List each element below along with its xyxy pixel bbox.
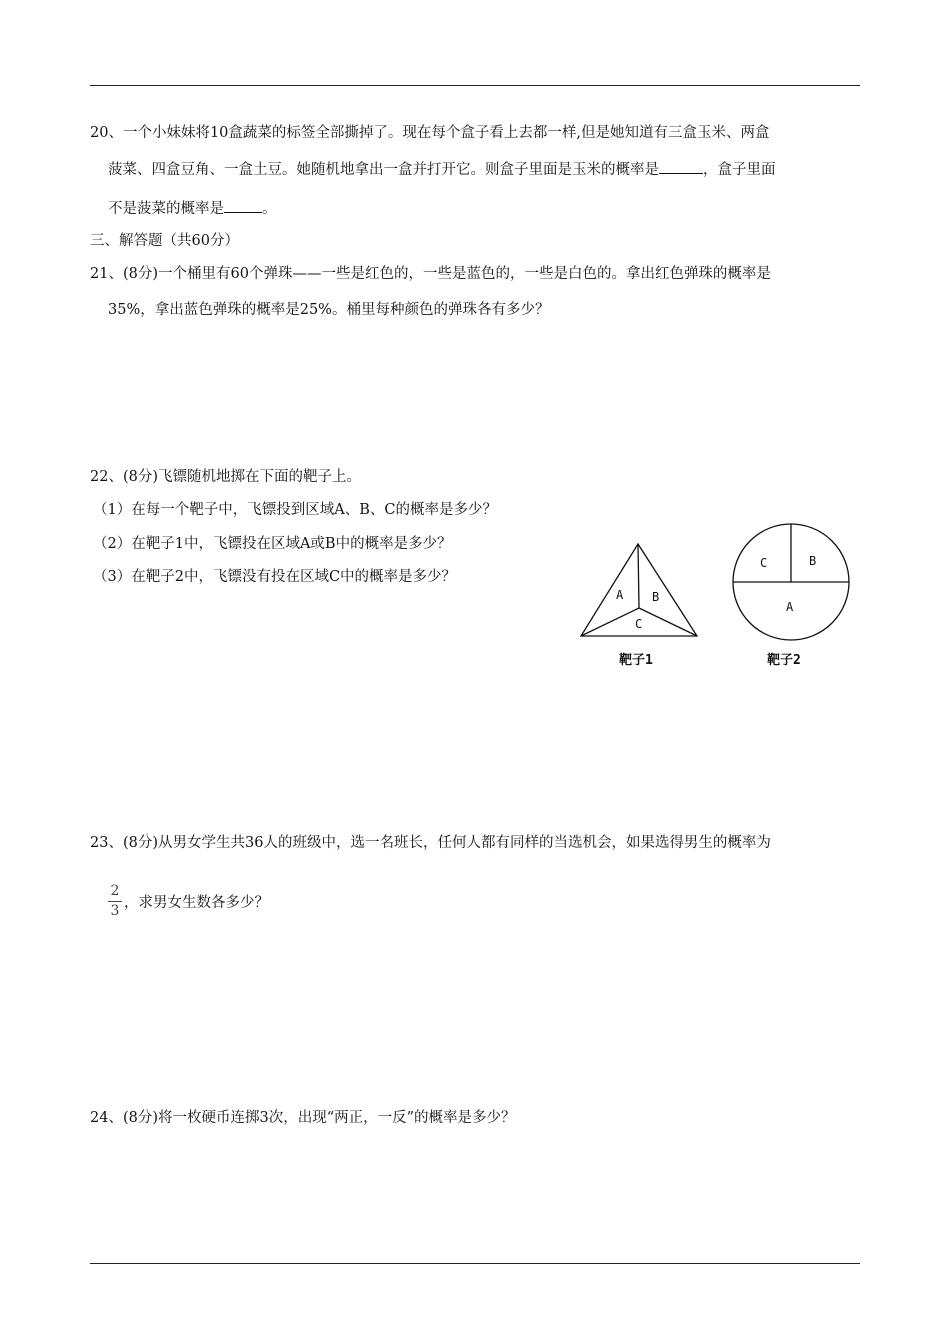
q23-line2: ，求男女生数各多少？ <box>124 895 269 911</box>
answer-blank-not-spinach[interactable] <box>224 198 262 213</box>
q20-line2 <box>108 159 776 180</box>
q24-line1: 24、(8分)将一枚硬币连掷3次，出现“两正，一反”的概率是多少？ <box>90 1110 516 1126</box>
q22-sub1: （1）在每一个靶子中，飞镖投到区域A、B、C的概率是多少？ <box>93 502 497 518</box>
dartboard-figure <box>578 522 878 672</box>
target-1-region-a: A <box>616 588 624 602</box>
q20-line3-tail: 。 <box>262 201 277 217</box>
target-1-divider-a <box>638 544 639 608</box>
q22-sub3: （3）在靶子2中，飞镖没有投在区域C中的概率是多少？ <box>93 569 457 585</box>
target-2 <box>733 524 849 640</box>
top-rule <box>90 85 860 86</box>
q20-line3 <box>108 198 277 219</box>
q23-line1: 23、(8分)从男女学生共36人的班级中，选一名班长，任何人都有同样的当选机会，如果选得男生的概率为 <box>90 835 771 851</box>
q20-line1: 20、一个小妹妹将10盒蔬菜的标签全部撕掉了。现在每个盒子看上去都一样,但是她知道有三盒玉米、两盒 <box>90 125 770 141</box>
target-1-region-c: C <box>635 617 643 631</box>
target-2-region-a: A <box>786 600 794 614</box>
q22-line1: 22、(8分)飞镖随机地掷在下面的靶子上。 <box>90 469 361 485</box>
answer-blank-corn[interactable] <box>659 159 703 174</box>
fraction-denominator: 3 <box>110 903 120 919</box>
q22-sub2: （2）在靶子1中，飞镖投在区域A或B中的概率是多少？ <box>93 536 452 552</box>
q20-line2-tail: ，盒子里面 <box>703 162 776 178</box>
q20-line3-text: 不是菠菜的概率是 <box>108 201 224 217</box>
target-2-region-c: C <box>760 556 768 570</box>
section-title: 三、解答题（共60分） <box>90 233 239 249</box>
q21-line2: 35%，拿出蓝色弹珠的概率是25%。桶里每种颜色的弹珠各有多少？ <box>108 302 550 318</box>
fraction-bar <box>108 901 122 902</box>
fraction-numerator: 2 <box>110 883 120 899</box>
target-1-caption: 靶子1 <box>619 653 653 668</box>
target-2-region-b: B <box>809 554 817 568</box>
fraction <box>108 883 122 920</box>
target-1-region-b: B <box>652 590 660 604</box>
target-2-caption: 靶子2 <box>767 653 801 668</box>
q21-line1: 21、(8分)一个桶里有60个弹珠——一些是红色的，一些是蓝色的，一些是白色的。拿出红色弹珠的概率是 <box>90 266 771 282</box>
q20-line2-text: 菠菜、四盒豆角、一盒土豆。她随机地拿出一盒并打开它。则盒子里面是玉米的概率是 <box>108 162 659 178</box>
bottom-rule <box>90 1263 860 1264</box>
